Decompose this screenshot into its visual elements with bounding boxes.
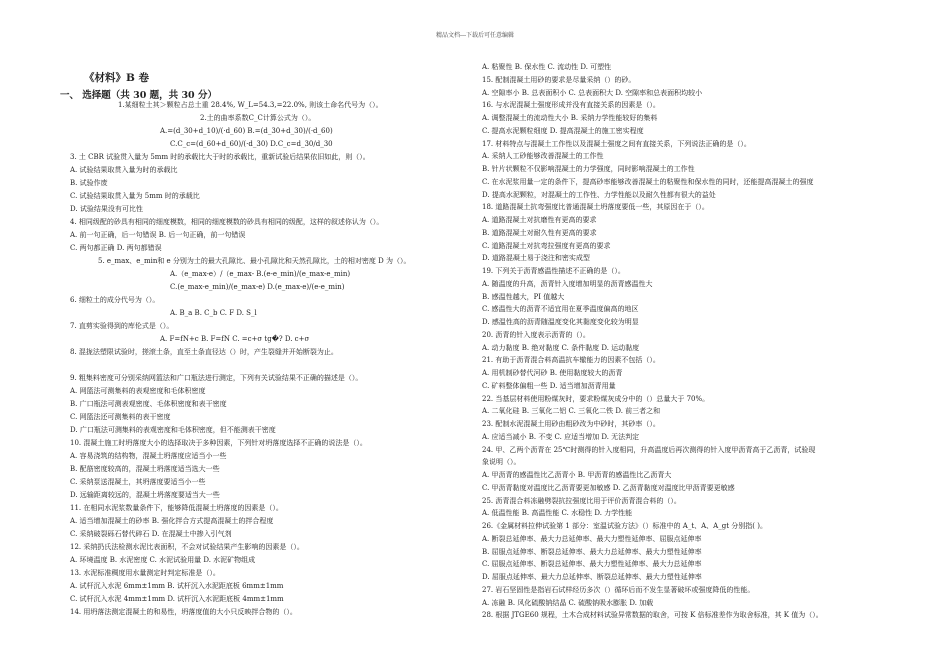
question-line: C. 网篮法还可测集料的表干密度 (70, 413, 171, 421)
question-line: 16. 与水泥混凝土强度形成并没有直接关系的因素是（）。 (482, 101, 660, 110)
question-line: 象说明（）。 (482, 458, 521, 467)
question-line: A. 环境温度 B. 水泥密度 C. 水泥试验用量 D. 水泥矿物组成 (70, 556, 256, 564)
question-line: 18. 道路混凝土抗弯强度比普通混凝土坍落度要低一些，其原因在于（）。 (482, 203, 709, 212)
question-line: B. 广口瓶法可测表观密度、毛体积密度和表干密度 (70, 400, 227, 408)
question-line: A.=(d_30+d_10)/(·d_60) B.=(d_30+d_30)/(·d_60) (160, 127, 333, 135)
exam-title: 《材料》B 卷 (84, 72, 150, 84)
question-line: 1.某细粒土其＞颗粒占总土重 28.4%, W_L=54.3,=22.0%, 则该土命名代号为（）。 (118, 101, 383, 109)
question-line: A. B_a B. C_b C. F D. S_l (170, 309, 257, 317)
question-line: A. 用机制砂替代河砂 B. 使用黏度较大的沥青 (482, 369, 623, 377)
question-line: 9. 粗集料密度可分别采纳网篮法和广口瓶法进行测定，下列有关试验结果不正确的描述是（）。 (70, 374, 363, 382)
question-line: A. 动力黏度 B. 绝对黏度 C. 条件黏度 D. 运动黏度 (482, 343, 640, 352)
question-line: 25. 沥青混合料冻融劈裂抗拉强度比用于评价沥青混合料的（）。 (482, 496, 681, 505)
question-line: A. 应适当减小 B. 不变 C. 应适当增加 D. 无法判定 (482, 432, 640, 441)
page-header: 精品文档---下载后可任意编辑 (435, 32, 515, 39)
question-line: C. 试验结果取贯入量为 5mm 时的承载比 (70, 192, 200, 200)
question-line: 15. 配制混凝土用砂的要求是尽量采纳（）的砂。 (482, 75, 636, 84)
question-line: A. 适当增加混凝土的砂率 B. 强化拌合方式提高混凝土的拌合程度 (70, 517, 274, 525)
question-line: D. 试验结果没有可比性 (70, 205, 143, 213)
question-line: C.(e_max-e_min)/(e_max-e) D.(e_max-e)/(e-e_min) (170, 283, 345, 291)
question-line: B. 试验作废 (70, 179, 108, 187)
question-line: 26.《金属材料拉伸试验第 1 部分：室温试验方法》（）标准中的 A_t、A、A_gt 分别指( )。 (482, 522, 767, 530)
question-line: A. 前一句正确，后一句错误 B. 后一句正确，前一句错误 (70, 231, 246, 239)
question-line: D. 远输距离较远的，混凝土坍落度要适当大一些 (70, 491, 220, 499)
question-line: A. 甲沥青的感温性比乙沥青小 B. 甲沥青的感温性比乙沥青大 (482, 471, 672, 479)
question-line: C. 两句都正确 D. 两句都错误 (70, 244, 162, 252)
question-line: A. 空隙率小 B. 总表面积小 C. 总表面积大 D. 空隙率和总表面积均较小 (482, 88, 703, 97)
question-line: C. 采纳破裂砾石替代碎石 D. 在混凝土中掺入引气剂 (70, 530, 232, 538)
question-line: C.C_c=(d_60+d_60)/(·d_30) D.C_c=d_30/d_30 (170, 140, 333, 148)
question-line: A. 试杆沉入水泥 6mm±1mm B. 试杆沉入水泥距底板 6mm±1mm (70, 582, 284, 590)
question-line: B. 屈服点延伸率、断裂总延伸率、最大力总延伸率、最大力塑性延伸率 (482, 547, 702, 556)
question-line: 4. 相同级配的砂具有相同的细度模数，相同的细度模数的砂具有相同的级配，这样的叙述你认为（）。 (70, 218, 384, 226)
question-line: C. 试杆沉入水泥 4mm±1mm D. 试杆沉入水泥距底板 4mm±1mm (70, 595, 284, 603)
question-line: A. 冻融 B. 风化硫酸钠结晶 C. 硫酸钠吸水膨胀 D. 加载 (482, 598, 654, 607)
question-line: B. 配筋密度较高的，混凝土坍落度适当选大一些 (70, 465, 220, 473)
question-line: D. 道路混凝土易于浇注和密实成型 (482, 254, 590, 263)
question-line: C. 感温性大的沥青不适宜用在夏季温度偏高的地区 (482, 305, 639, 314)
question-line: C. 屈服点延伸率、断裂总延伸率、最大力塑性延伸率、最大力总延伸率 (482, 560, 702, 569)
question-line: 3. 土 CBR 试验贯入量为 5mm 时的承载比大于时的承载比，重新试验后结果依旧如此，则（）。 (70, 153, 370, 161)
question-line: C. 矿料整体偏粗一些 D. 适当增加沥青用量 (482, 381, 616, 390)
question-line: 20. 沥青的针入度表示沥青的（）。 (482, 330, 590, 339)
question-line: 27. 岩石坚固性是指岩石试样经历多次（）循环后而不发生显著破坏或强度降低的性能。 (482, 585, 755, 594)
question-line: 11. 在相同水泥浆数量条件下，能够降低混凝土坍落度的因素是（）。 (70, 504, 283, 512)
question-line: C. 采纳泵送混凝土，其坍落度要适当小一些 (70, 478, 206, 486)
question-line: D. 感温性高的沥青随温度变化其黏度变化较为明显 (482, 318, 639, 326)
question-line: A. 随温度的升高，沥青针入度增加明显的沥青感温性大 (482, 279, 653, 288)
question-line: A. 低温性能 B. 高温性能 C. 水稳性 D. 力学性能 (482, 509, 633, 518)
question-line: 10. 混凝土施工时坍落度大小的选择取决于多种因素，下列针对坍落度选择不正确的说法是（）。 (70, 439, 367, 447)
question-line: 12. 采纳扔氏法检测水泥比表面积，不会对试验结果产生影响的因素是（）。 (70, 543, 304, 551)
question-line: B. 道路混凝土对耐久性有更高的要求 (482, 228, 597, 237)
question-line: A. 断裂总延伸率、最大力总延伸率、最大力塑性延伸率、屈服点延伸率 (482, 534, 702, 543)
question-line: 24. 甲、乙两个沥青在 25℃时测得的针入度相同，升高温度后再次测得的针入度甲沥青高于乙沥青，试验现 (482, 445, 816, 454)
question-line: 19. 下列关于沥青感温性描述不正确的是（）。 (482, 267, 625, 275)
question-line: 28. 根据 JTGE60 规程，土木合成材料试验异常数据的取舍，可按 K 倍标准差作为取舍标准，其 K 值为（）。 (482, 611, 823, 620)
question-line: 13. 水泥标准稠度用水量测定时判定标准是（）。 (70, 569, 220, 577)
question-line: C. 在水泥浆用量一定的条件下，提高砂率能够改善混凝土的粘聚性和保水性的同时，还能提高混凝土的强度 (482, 177, 814, 186)
question-line: 21. 有助于沥青混合料高温抗车辙能力的因素不包括（）。 (482, 356, 660, 365)
question-line: A. 试验结果取贯入量为时的承载比 (70, 166, 178, 174)
question-line: 5. e_max、e_min和 e 分别为土的最大孔隙比、最小孔隙比和天然孔隙比，土的相对密度 D 为（）。 (98, 257, 411, 265)
question-line: A. F=fN+c B. F=fN C. =c+σ tg�? D. c+σ (160, 335, 310, 343)
question-line: 22. 当基层材料使用粉煤灰时，要求粉煤灰成分中的（）总量大于 70%。 (482, 394, 710, 403)
question-line: 8. 混拢法塑限试验时，搓滚土条，直至土条直径达（）时，产生裂缝并开始断裂为止。 (70, 348, 338, 356)
question-line: D. 提高水泥颗粒，对混凝土的工作性、力学性能以及耐久性都有很大的益处 (482, 190, 716, 199)
question-line: C. 提高水泥颗粒细度 D. 提高混凝土的施工密实程度 (482, 126, 644, 135)
question-line: B. 感温性越大，PI 值越大 (482, 292, 565, 301)
section-heading: 一、 选择题（共 30 题，共 30 分） (60, 90, 217, 101)
question-line: C. 甲沥青黏度对温度比乙沥青要更加敏感 D. 乙沥青黏度对温度比甲沥青要更敏感 (482, 483, 735, 492)
question-line: C. 道路混凝土对抗弯拉强度有更高的要求 (482, 241, 611, 250)
question-line: 2.土的曲率系数C_C计算公式为（）。 (200, 114, 316, 122)
question-line: 23. 配制水泥混凝土用砂由粗砂改为中砂时，其砂率（）。 (482, 420, 660, 428)
question-line: 7. 直剪实验得到的库伦式是（）。 (70, 322, 174, 330)
question-line: D. 广口瓶法可测集料的表观密度和毛体积密度，但不能测表干密度 (70, 426, 276, 434)
question-line: B. 针片状颗粒不仅影响混凝土的力学强度，同时影响混凝土的工作性 (482, 165, 695, 173)
question-line: A. 网篮法可测集料的表观密度和毛体积密度 (70, 387, 206, 395)
question-line: A. 粘聚性 B. 保水性 C. 流动性 D. 可塑性 (482, 63, 612, 71)
question-line: A. 道路混凝土对抗磨性有更高的要求 (482, 216, 597, 224)
question-line: 6. 细粒土的成分代号为（）。 (70, 296, 160, 304)
question-line: 14. 用坍落法测定混凝土的和易性，坍落度值的大小只反映拌合物的（）。 (70, 608, 297, 616)
question-line: A. 调整混凝土的流动性大小 B. 采纳力学性能较好的集料 (482, 114, 658, 122)
question-line: 17. 材料特点与混凝土工作性以及混凝土强度之间有直接关系，下列说法正确的是（）。 (482, 139, 751, 148)
question-line: A. 采纳人工砂能够改善混凝土的工作性 (482, 152, 604, 161)
question-line: A. 二氧化硅 B. 三氧化二铝 C. 三氧化二铁 D. 前三者之和 (482, 407, 661, 416)
question-line: A.（e_max-e）/（e_max- B.(e-e_min)/(e_max-e_min) (170, 270, 351, 278)
question-line: A. 容易浇筑的结构物，混凝土坍落度应适当小一些 (70, 452, 227, 460)
question-line: D. 屈服点延伸率、最大力总延伸率、断裂总延伸率、最大力塑性延伸率 (482, 573, 702, 581)
